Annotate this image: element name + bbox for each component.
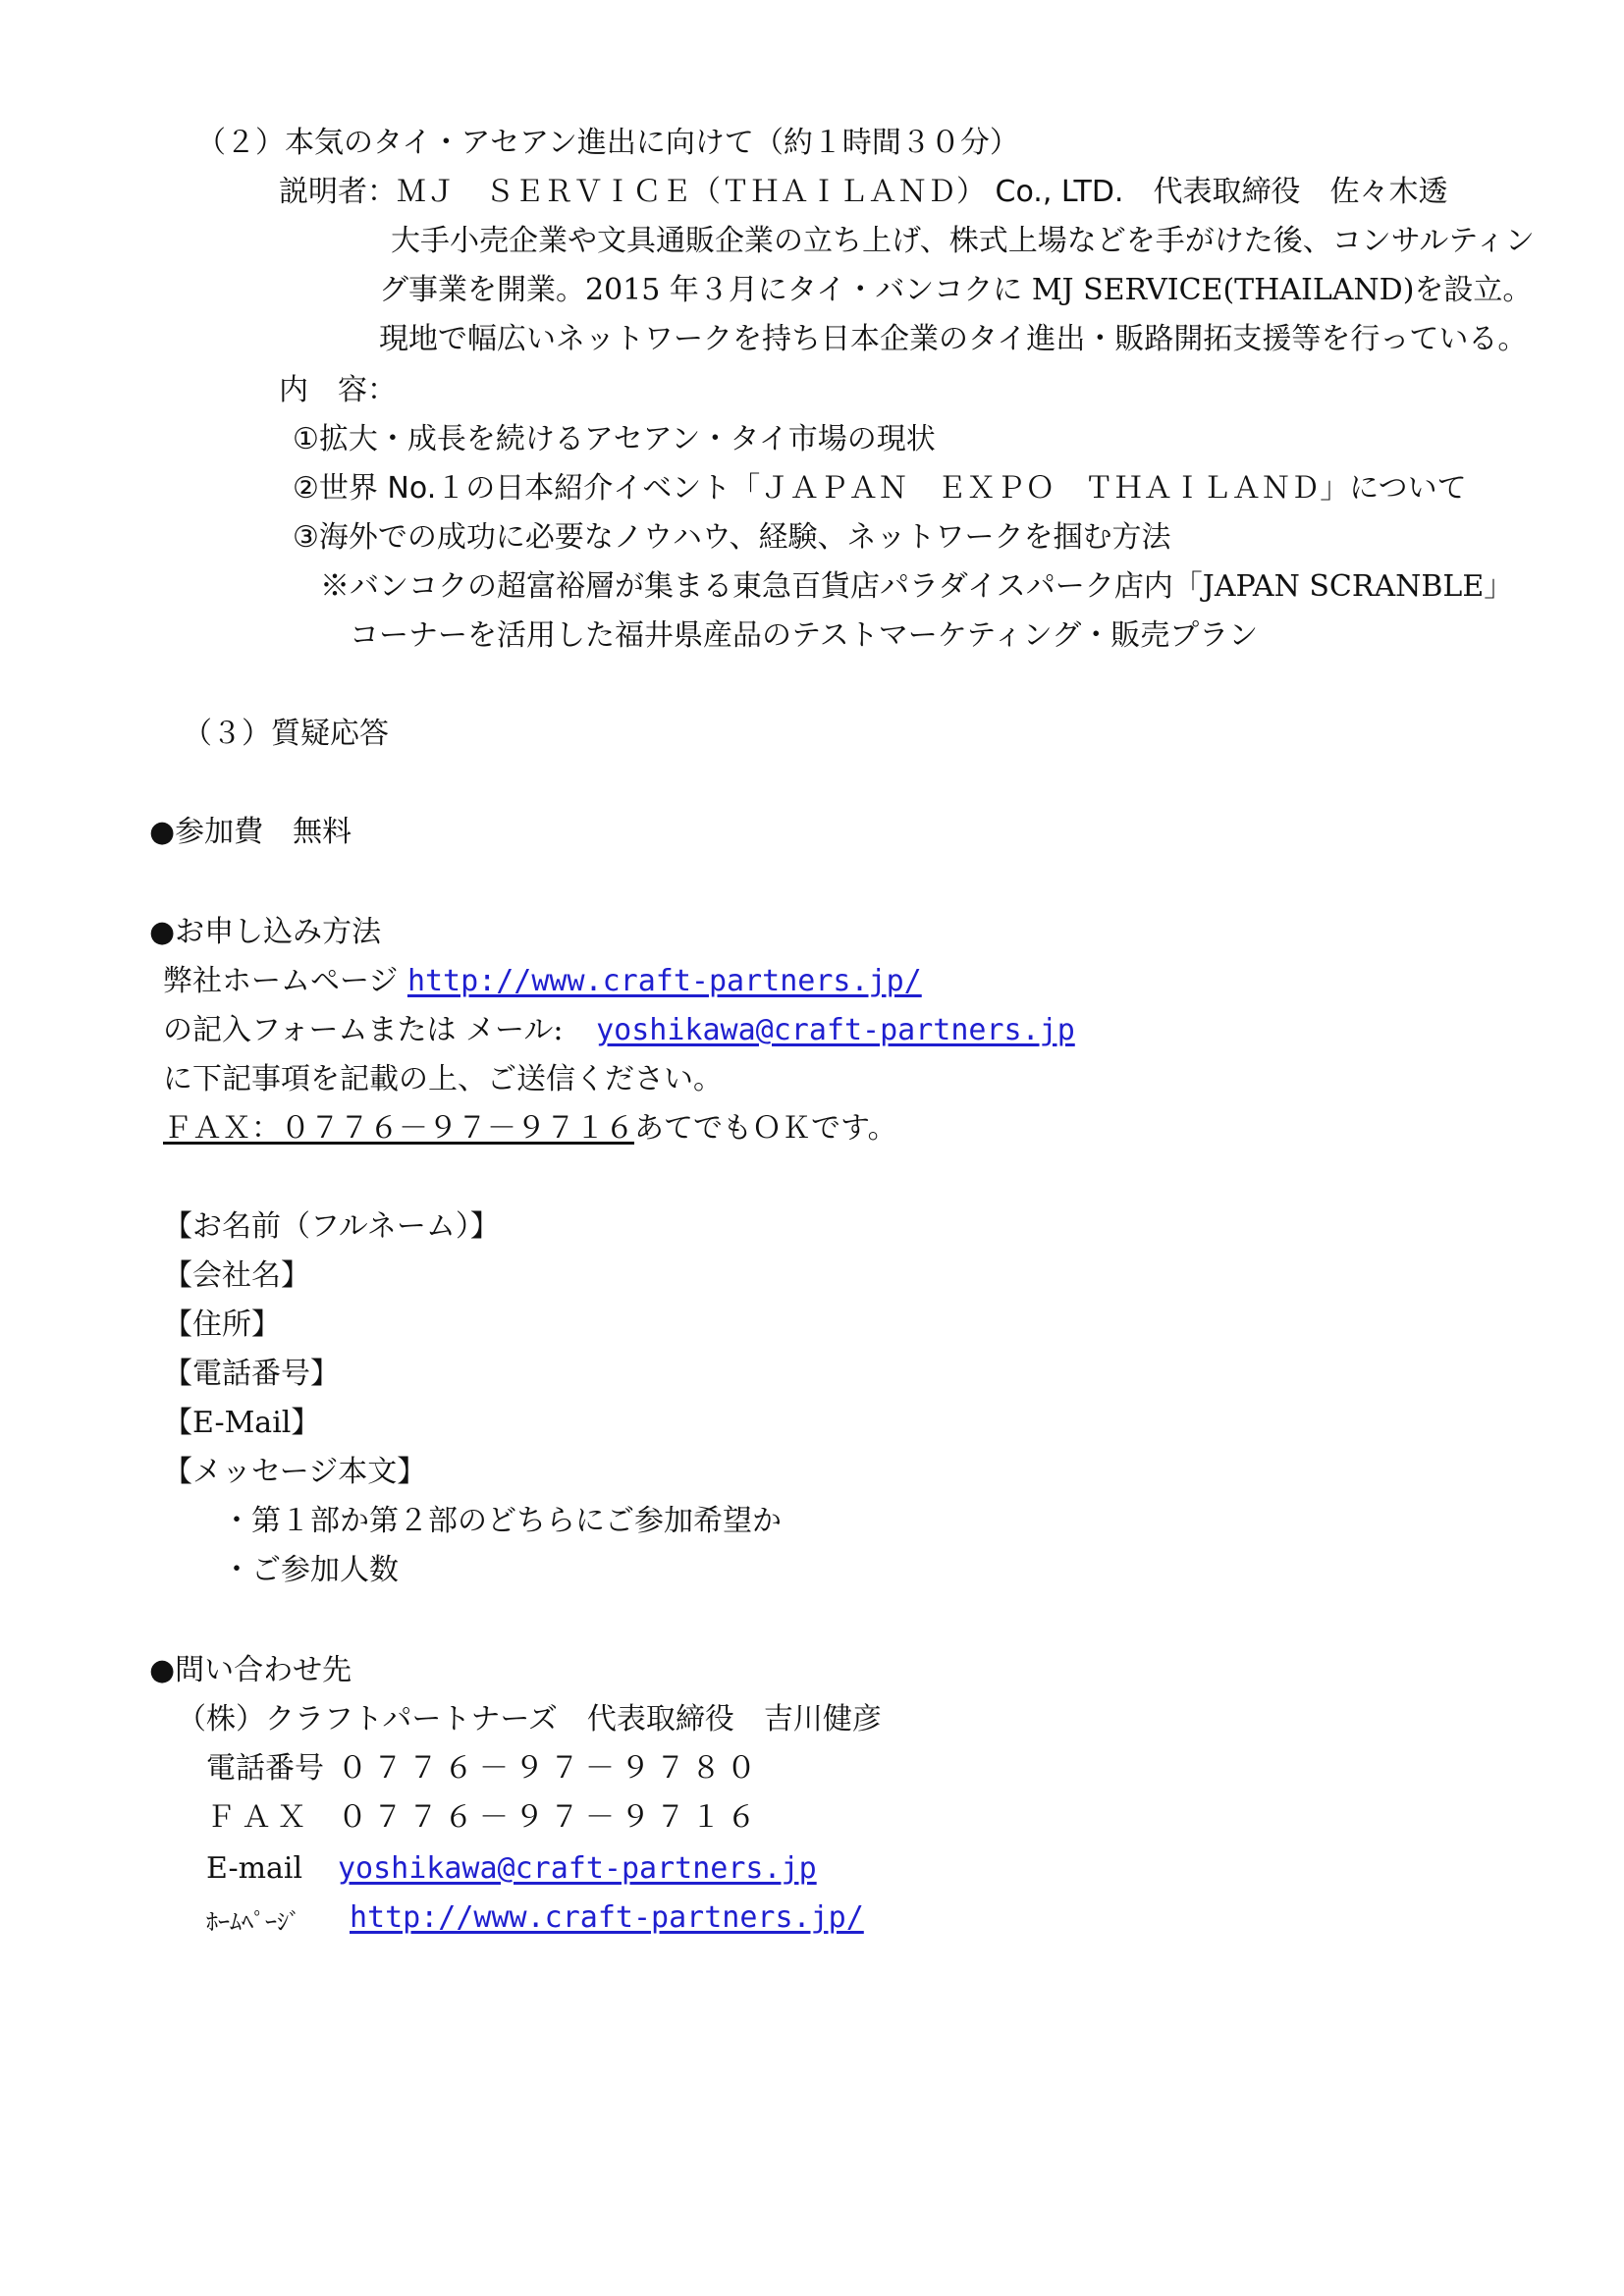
fee-line: ●参加費 無料 <box>149 815 352 849</box>
field-name: 【お名前（フルネーム）】 <box>163 1209 500 1244</box>
contact-email-label: E-mail <box>206 1851 303 1886</box>
apply-line-fax <box>163 1111 897 1147</box>
presenter-bio-line-3: 現地で幅広いネットワークを持ち日本企業のタイ進出・販路開拓支援等を行っている。 <box>379 322 1528 356</box>
presenter-line: 説明者：ＭＪ ＳＥＲＶＩＣＥ（ＴＨＡＩＬＡＮＤ） Co., LTD. 代表取締役 佐々木透 <box>279 175 1448 209</box>
field-phone: 【電話番号】 <box>163 1357 340 1391</box>
apply-line-homepage <box>163 964 922 999</box>
section3-heading: （３）質疑応答 <box>183 717 389 751</box>
contact-homepage-label: ﾎｰﾑﾍﾟｰｼﾞ <box>206 1908 300 1936</box>
apply-line-instructions: に下記事項を記載の上、ご送信ください。 <box>163 1062 723 1096</box>
field-message: 【メッセージ本文】 <box>163 1455 427 1489</box>
content-item-1: ①拡大・成長を続けるアセアン・タイ市場の現状 <box>293 422 936 456</box>
contact-fax-value: ０７７６－９７－９７１６ <box>338 1800 762 1835</box>
apply-heading: ●お申し込み方法 <box>149 915 382 949</box>
presenter-bio-line-2: グ事業を開業。2015 年３月にタイ・バンコクに MJ SERVICE(THAILAND)を設立。 <box>379 273 1533 307</box>
apply-email-link[interactable]: yoshikawa@craft-partners.jp <box>596 1013 1075 1047</box>
field-email: 【E-Mail】 <box>163 1406 321 1440</box>
contact-phone-label: 電話番号 <box>206 1751 324 1786</box>
apply-homepage-prefix: 弊社ホームページ <box>163 964 407 998</box>
contact-email-link[interactable]: yoshikawa@craft-partners.jp <box>338 1851 817 1886</box>
presenter-bio-line-1: 大手小売企業や文具通販企業の立ち上げ、株式上場などを手がけた後、コンサルティン <box>391 224 1535 258</box>
field-message-item-2: ・ご参加人数 <box>222 1553 399 1587</box>
note-line-2: コーナーを活用した福井県産品のテストマーケティング・販売プラン <box>350 618 1259 653</box>
contact-heading: ●問い合わせ先 <box>149 1653 352 1687</box>
contact-company: （株）クラフトパートナーズ 代表取締役 吉川健彦 <box>177 1702 882 1736</box>
contact-homepage-link[interactable]: http://www.craft-partners.jp/ <box>350 1900 864 1935</box>
note-line-1: ※バンコクの超富裕層が集まる東急百貨店パラダイスパーク店内「JAPAN SCRANBLE」 <box>320 569 1514 604</box>
contact-phone-value: ０７７６－９７－９７８０ <box>338 1751 762 1786</box>
content-item-3: ③海外での成功に必要なノウハウ、経験、ネットワークを掴む方法 <box>293 520 1171 555</box>
contact-fax-label: ＦＡＸ <box>206 1800 312 1835</box>
apply-fax-suffix: あてでもＯＫです。 <box>634 1111 897 1146</box>
apply-fax-number: ＦＡＸ：０７７６－９７－９７１６ <box>163 1111 634 1146</box>
content-label: 内 容： <box>279 373 397 407</box>
field-message-item-1: ・第１部か第２部のどちらにご参加希望か <box>222 1504 782 1538</box>
content-item-2: ②世界 No.１の日本紹介イベント「ＪＡＰＡＮ ＥＸＰＯ ＴＨＡＩＬＡＮＤ」について <box>293 471 1467 506</box>
apply-homepage-link[interactable]: http://www.craft-partners.jp/ <box>406 964 922 998</box>
apply-email-prefix: の記入フォームまたは メール: <box>163 1013 573 1047</box>
field-address: 【住所】 <box>163 1308 281 1342</box>
section2-heading: （２）本気のタイ・アセアン進出に向けて（約１時間３０分） <box>196 126 1019 160</box>
apply-line-email <box>163 1013 1075 1048</box>
field-company: 【会社名】 <box>163 1258 310 1293</box>
